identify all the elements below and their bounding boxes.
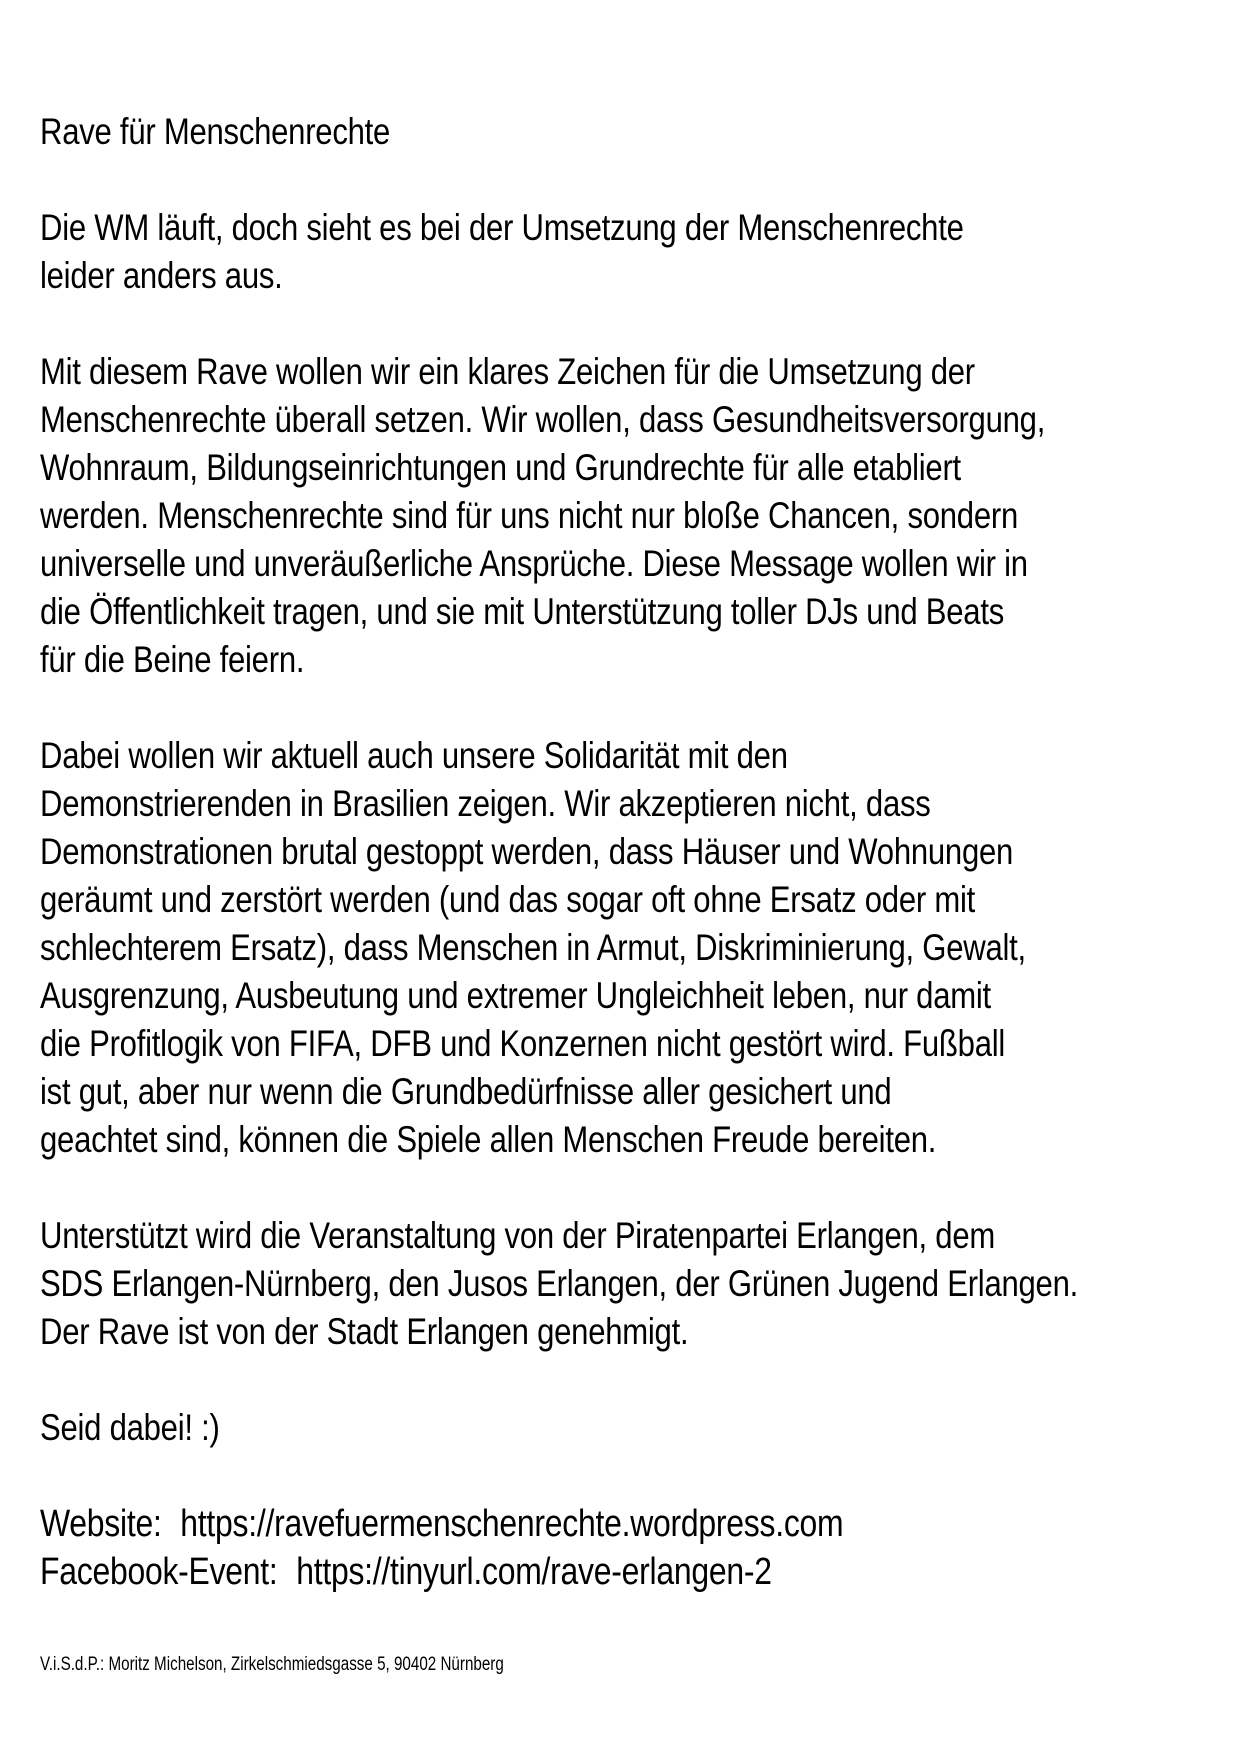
mission-line: Mit diesem Rave wollen wir ein klares Zeichen für die Umsetzung der bbox=[40, 351, 975, 392]
solidarity-line: Dabei wollen wir aktuell auch unsere Solidarität mit den bbox=[40, 735, 788, 776]
flyer-text bbox=[40, 108, 1208, 1596]
intro-line: leider anders aus. bbox=[40, 255, 283, 296]
call-to-action bbox=[40, 1404, 1208, 1452]
title-line: Rave für Menschenrechte bbox=[40, 111, 391, 152]
mission-line: Wohnraum, Bildungseinrichtungen und Grundrechte für alle etabliert bbox=[40, 447, 961, 488]
mission-line: die Öffentlichkeit tragen, und sie mit Unterstützung toller DJs und Beats bbox=[40, 591, 1005, 632]
solidarity-line: Ausgrenzung, Ausbeutung und extremer Ungleichheit leben, nur damit bbox=[40, 975, 991, 1016]
call-to-action-text: Seid dabei! :) bbox=[40, 1407, 220, 1448]
solidarity-line: geräumt und zerstört werden (und das sogar oft ohne Ersatz oder mit bbox=[40, 879, 976, 920]
solidarity-line: schlechterem Ersatz), dass Menschen in Armut, Diskriminierung, Gewalt, bbox=[40, 927, 1026, 968]
website-row bbox=[40, 1500, 1208, 1548]
supporters-line: Der Rave ist von der Stadt Erlangen genehmigt. bbox=[40, 1311, 689, 1352]
mission-paragraph bbox=[40, 348, 1208, 684]
flyer-content bbox=[40, 108, 1210, 1596]
supporters-paragraph bbox=[40, 1212, 1208, 1356]
solidarity-line: Demonstrierenden in Brasilien zeigen. Wir akzeptieren nicht, dass bbox=[40, 783, 931, 824]
mission-line: werden. Menschenrechte sind für uns nicht nur bloße Chancen, sondern bbox=[40, 495, 1019, 536]
website-link[interactable]: https://ravefuermenschenrechte.wordpress.com bbox=[180, 1503, 844, 1545]
mission-line: universelle und unveräußerliche Ansprüche. Diese Message wollen wir in bbox=[40, 543, 1028, 584]
solidarity-line: ist gut, aber nur wenn die Grundbedürfnisse aller gesichert und bbox=[40, 1071, 892, 1112]
flyer-title bbox=[40, 108, 1208, 156]
intro-paragraph bbox=[40, 204, 1208, 300]
facebook-event-row bbox=[40, 1548, 1208, 1596]
mission-line: Menschenrechte überall setzen. Wir wollen, dass Gesundheitsversorgung, bbox=[40, 399, 1046, 440]
mission-line: für die Beine feiern. bbox=[40, 639, 305, 680]
facebook-event-label: Facebook-Event: bbox=[40, 1551, 278, 1593]
intro-line: Die WM läuft, doch sieht es bei der Umsetzung der Menschenrechte bbox=[40, 207, 964, 248]
solidarity-paragraph bbox=[40, 732, 1208, 1164]
links-section bbox=[40, 1500, 1208, 1596]
facebook-event-link[interactable]: https://tinyurl.com/rave-erlangen-2 bbox=[296, 1551, 772, 1593]
solidarity-line: Demonstrationen brutal gestoppt werden, dass Häuser und Wohnungen bbox=[40, 831, 1014, 872]
website-label: Website: bbox=[40, 1503, 162, 1545]
imprint-footer: V.i.S.d.P.: Moritz Michelson, Zirkelschmiedsgasse 5, 90402 Nürnberg bbox=[40, 1654, 504, 1675]
supporters-line: Unterstützt wird die Veranstaltung von der Piratenpartei Erlangen, dem bbox=[40, 1215, 996, 1256]
solidarity-line: geachtet sind, können die Spiele allen Menschen Freude bereiten. bbox=[40, 1119, 937, 1160]
supporters-line: SDS Erlangen-Nürnberg, den Jusos Erlangen, der Grünen Jugend Erlangen. bbox=[40, 1263, 1079, 1304]
solidarity-line: die Profitlogik von FIFA, DFB und Konzernen nicht gestört wird. Fußball bbox=[40, 1023, 1006, 1064]
